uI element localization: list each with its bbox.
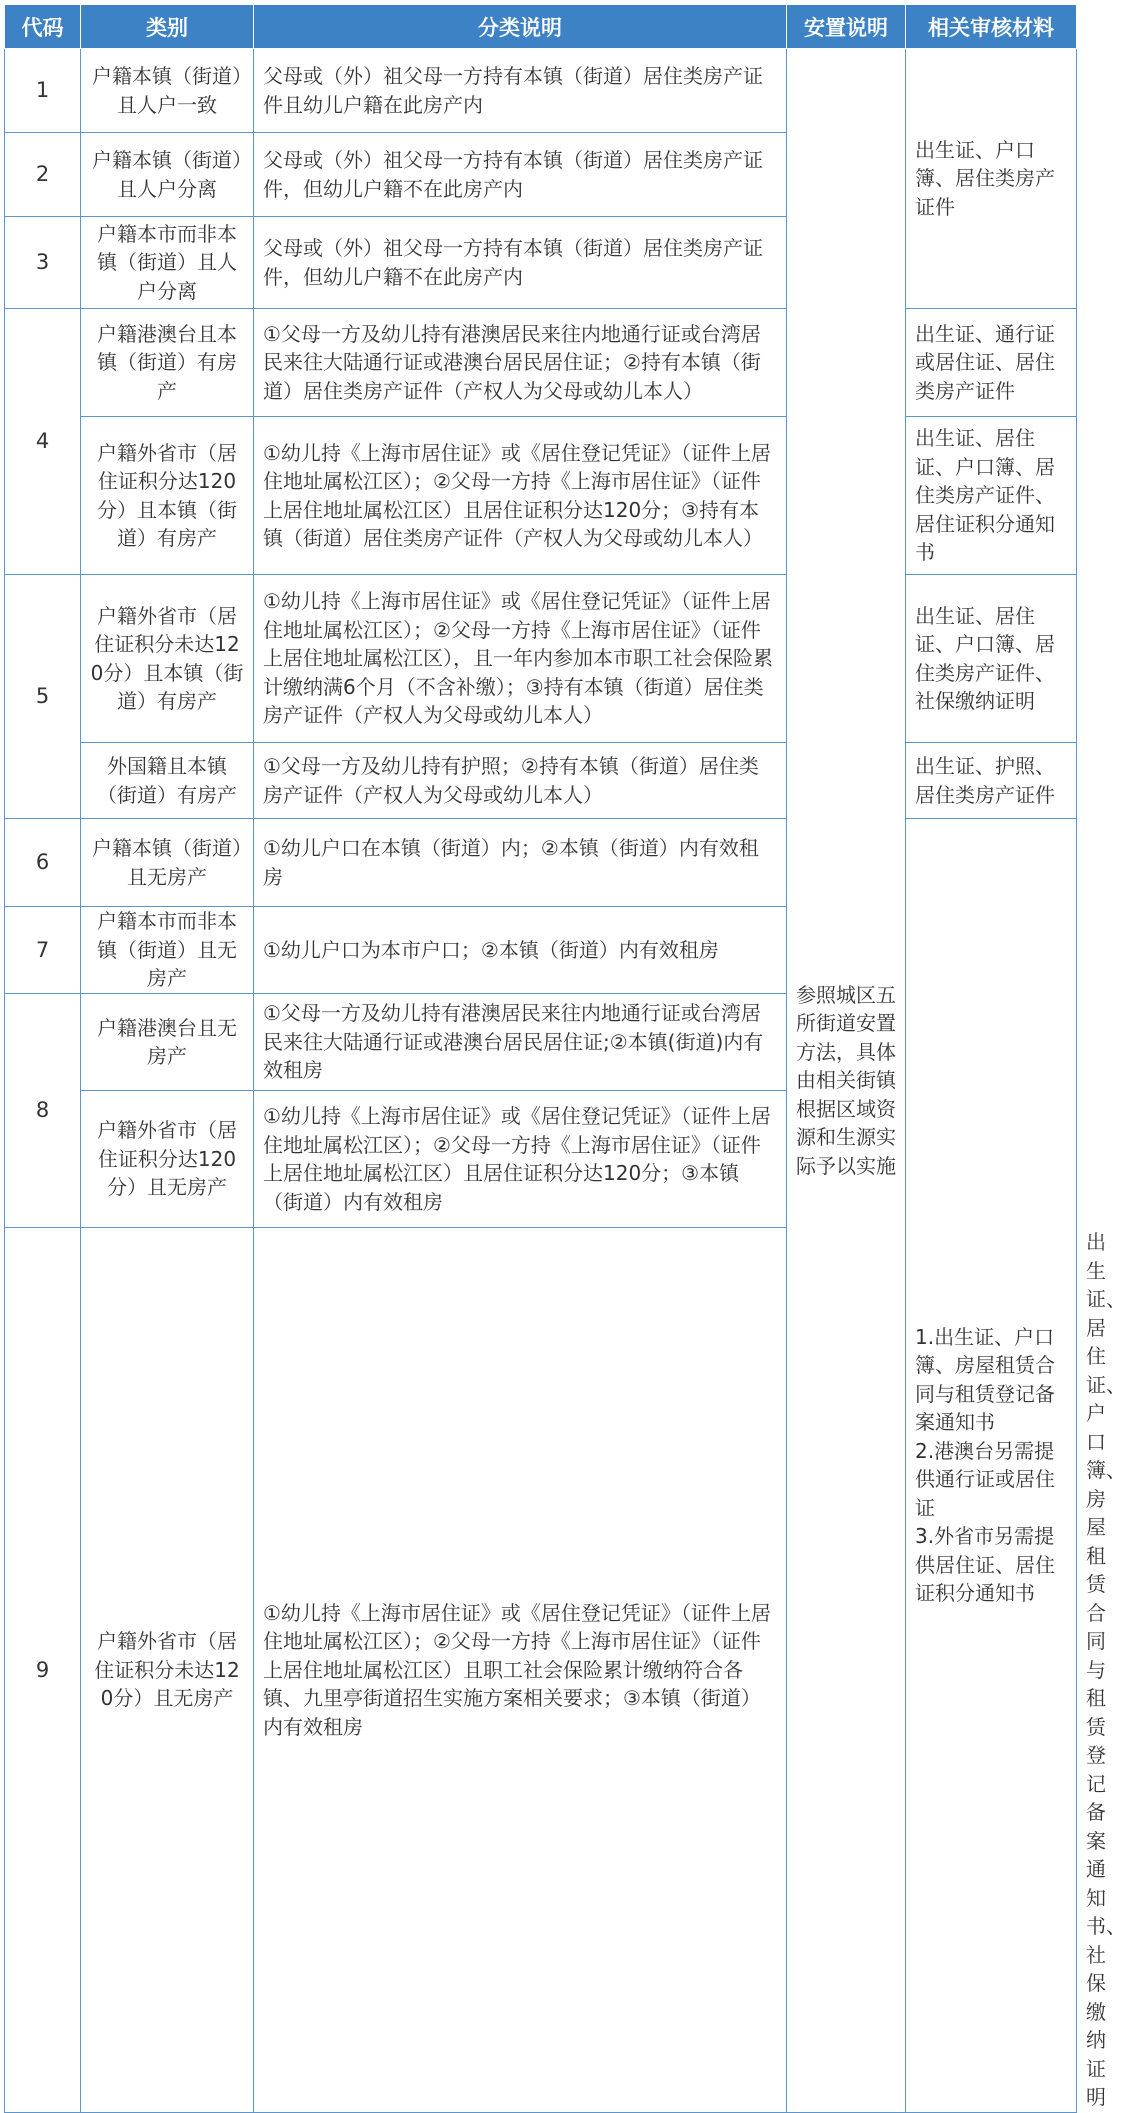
row-category: 户籍本市而非本镇（街道）且人户分离: [81, 217, 254, 309]
materials-cell: 出生证、居住证、户口簿、居住类房产证件、居住证积分通知书: [906, 417, 1077, 575]
row-category: 户籍港澳台且无房产: [81, 994, 254, 1091]
row-code: 2: [5, 133, 81, 217]
materials-line: 1.出生证、户口簿、房屋租赁合同与租赁登记备案通知书: [915, 1324, 1055, 1435]
materials-line: 2.港澳台另需提供通行证或居住证: [915, 1438, 1055, 1520]
header-description: 分类说明: [254, 5, 787, 49]
row-category: 户籍本市而非本镇（街道）且无房产: [81, 907, 254, 994]
row-description: ①幼儿户口为本市户口；②本镇（街道）内有效租房: [254, 907, 787, 994]
row-code: 5: [5, 575, 81, 819]
row-category: 户籍本镇（街道）且人户分离: [81, 133, 254, 217]
row-code: 6: [5, 819, 81, 907]
materials-cell: 出生证、护照、居住类房产证件: [906, 743, 1077, 819]
table-row: [5, 417, 1077, 575]
row-description: ①幼儿持《上海市居住证》或《居住登记凭证》（证件上居住地址属松江区）；②父母一方持《上海市居住证》（证件上居住地址属松江区）且职工社会保险累计缴纳符合各镇、九里亭街道招生实施方案相关要求；③本镇（街道）内有效租房: [254, 1228, 787, 2113]
row-category: 户籍本镇（街道）且人户一致: [81, 49, 254, 133]
header-resettlement: 安置说明: [787, 5, 906, 49]
row-category: 外国籍且本镇（街道）有房产: [81, 743, 254, 819]
materials-cell: 出生证、户口簿、居住类房产证件: [906, 49, 1077, 309]
table-row: [5, 309, 1077, 417]
materials-cell: 出生证、通行证或居住证、居住类房产证件: [906, 309, 1077, 417]
row-code: 8: [5, 994, 81, 1228]
row-description: ①幼儿持《上海市居住证》或《居住登记凭证》（证件上居住地址属松江区）；②父母一方持《上海市居住证》（证件上居住地址属松江区）且居住证积分达120分；③本镇（街道）内有效租房: [254, 1091, 787, 1228]
table-row: [5, 49, 1077, 133]
resettlement-note: 参照城区五所街道安置方法，具体由相关街镇根据区域资源和生源实际予以实施: [787, 49, 906, 2113]
row-code: 4: [5, 309, 81, 575]
header-row: [5, 5, 1077, 49]
row-category: 户籍外省市（居住证积分达120分）且本镇（街道）有房产: [81, 417, 254, 575]
materials-cell: 出生证、居住证、户口簿、居住类房产证件、社保缴纳证明: [906, 575, 1077, 743]
row-description: ①父母一方及幼儿持有港澳居民来往内地通行证或台湾居民来往大陆通行证或港澳台居民居住证;②本镇(街道)内有效租房: [254, 994, 787, 1091]
row-description: 父母或（外）祖父母一方持有本镇（街道）居住类房产证件，但幼儿户籍不在此房产内: [254, 133, 787, 217]
materials-cell: [906, 819, 1077, 2113]
row-code: 7: [5, 907, 81, 994]
header-materials: 相关审核材料: [906, 5, 1077, 49]
admission-category-table: [4, 4, 1126, 2113]
row-category: 户籍外省市（居住证积分未达120分）且无房产: [81, 1228, 254, 2113]
row-category: 户籍外省市（居住证积分达120分）且无房产: [81, 1091, 254, 1228]
table-row: 9 户籍外省市（居住证积分未达120分）且无房产 ①幼儿持《上海市居住证》或《居住登记凭证》（证件上居住地址属松江区）；②父母一方持《上海市居住证》（证件上居住地址属松江区）且职工社会保险累计缴纳符合各镇、九里亭街道招生实施方案相关要求；③本镇（街道）内有效租房 出生证、居住证、户口簿、房屋租赁合同与租赁登记备案通知书、社保缴纳证明: [5, 1228, 1077, 2113]
row-description: 父母或（外）祖父母一方持有本镇（街道）居住类房产证件，但幼儿户籍不在此房产内: [254, 217, 787, 309]
row-description: ①幼儿持《上海市居住证》或《居住登记凭证》（证件上居住地址属松江区）；②父母一方持《上海市居住证》（证件上居住地址属松江区）且居住证积分达120分；③持有本镇（街道）居住类房产证件（产权人为父母或幼儿本人）: [254, 417, 787, 575]
row-description: 父母或（外）祖父母一方持有本镇（街道）居住类房产证件且幼儿户籍在此房产内: [254, 49, 787, 133]
table-row: [5, 743, 1077, 819]
row-description: ①父母一方及幼儿持有港澳居民来往内地通行证或台湾居民来往大陆通行证或港澳台居民居住证；②持有本镇（街道）居住类房产证件（产权人为父母或幼儿本人）: [254, 309, 787, 417]
row-code: 9: [5, 1228, 81, 2113]
row-category: 户籍港澳台且本镇（街道）有房产: [81, 309, 254, 417]
row-category: 户籍外省市（居住证积分未达120分）且本镇（街道）有房产: [81, 575, 254, 743]
row-description: ①幼儿持《上海市居住证》或《居住登记凭证》（证件上居住地址属松江区）；②父母一方持《上海市居住证》（证件上居住地址属松江区），且一年内参加本市职工社会保险累计缴纳满6个月（不含补缴）；③持有本镇（街道）居住类房产证件（产权人为父母或幼儿本人）: [254, 575, 787, 743]
row-category: 户籍本镇（街道）且无房产: [81, 819, 254, 907]
table-row: [5, 819, 1077, 907]
header-category: 类别: [81, 5, 254, 49]
table-row: [5, 575, 1077, 743]
header-code: 代码: [5, 5, 81, 49]
row-code: 3: [5, 217, 81, 309]
materials-line: 3.外省市另需提供居住证、居住证积分通知书: [915, 1524, 1055, 1606]
row-description: ①父母一方及幼儿持有护照；②持有本镇（街道）居住类房产证件（产权人为父母或幼儿本人）: [254, 743, 787, 819]
row-description: ①幼儿户口在本镇（街道）内；②本镇（街道）内有效租房: [254, 819, 787, 907]
row-code: 1: [5, 49, 81, 133]
